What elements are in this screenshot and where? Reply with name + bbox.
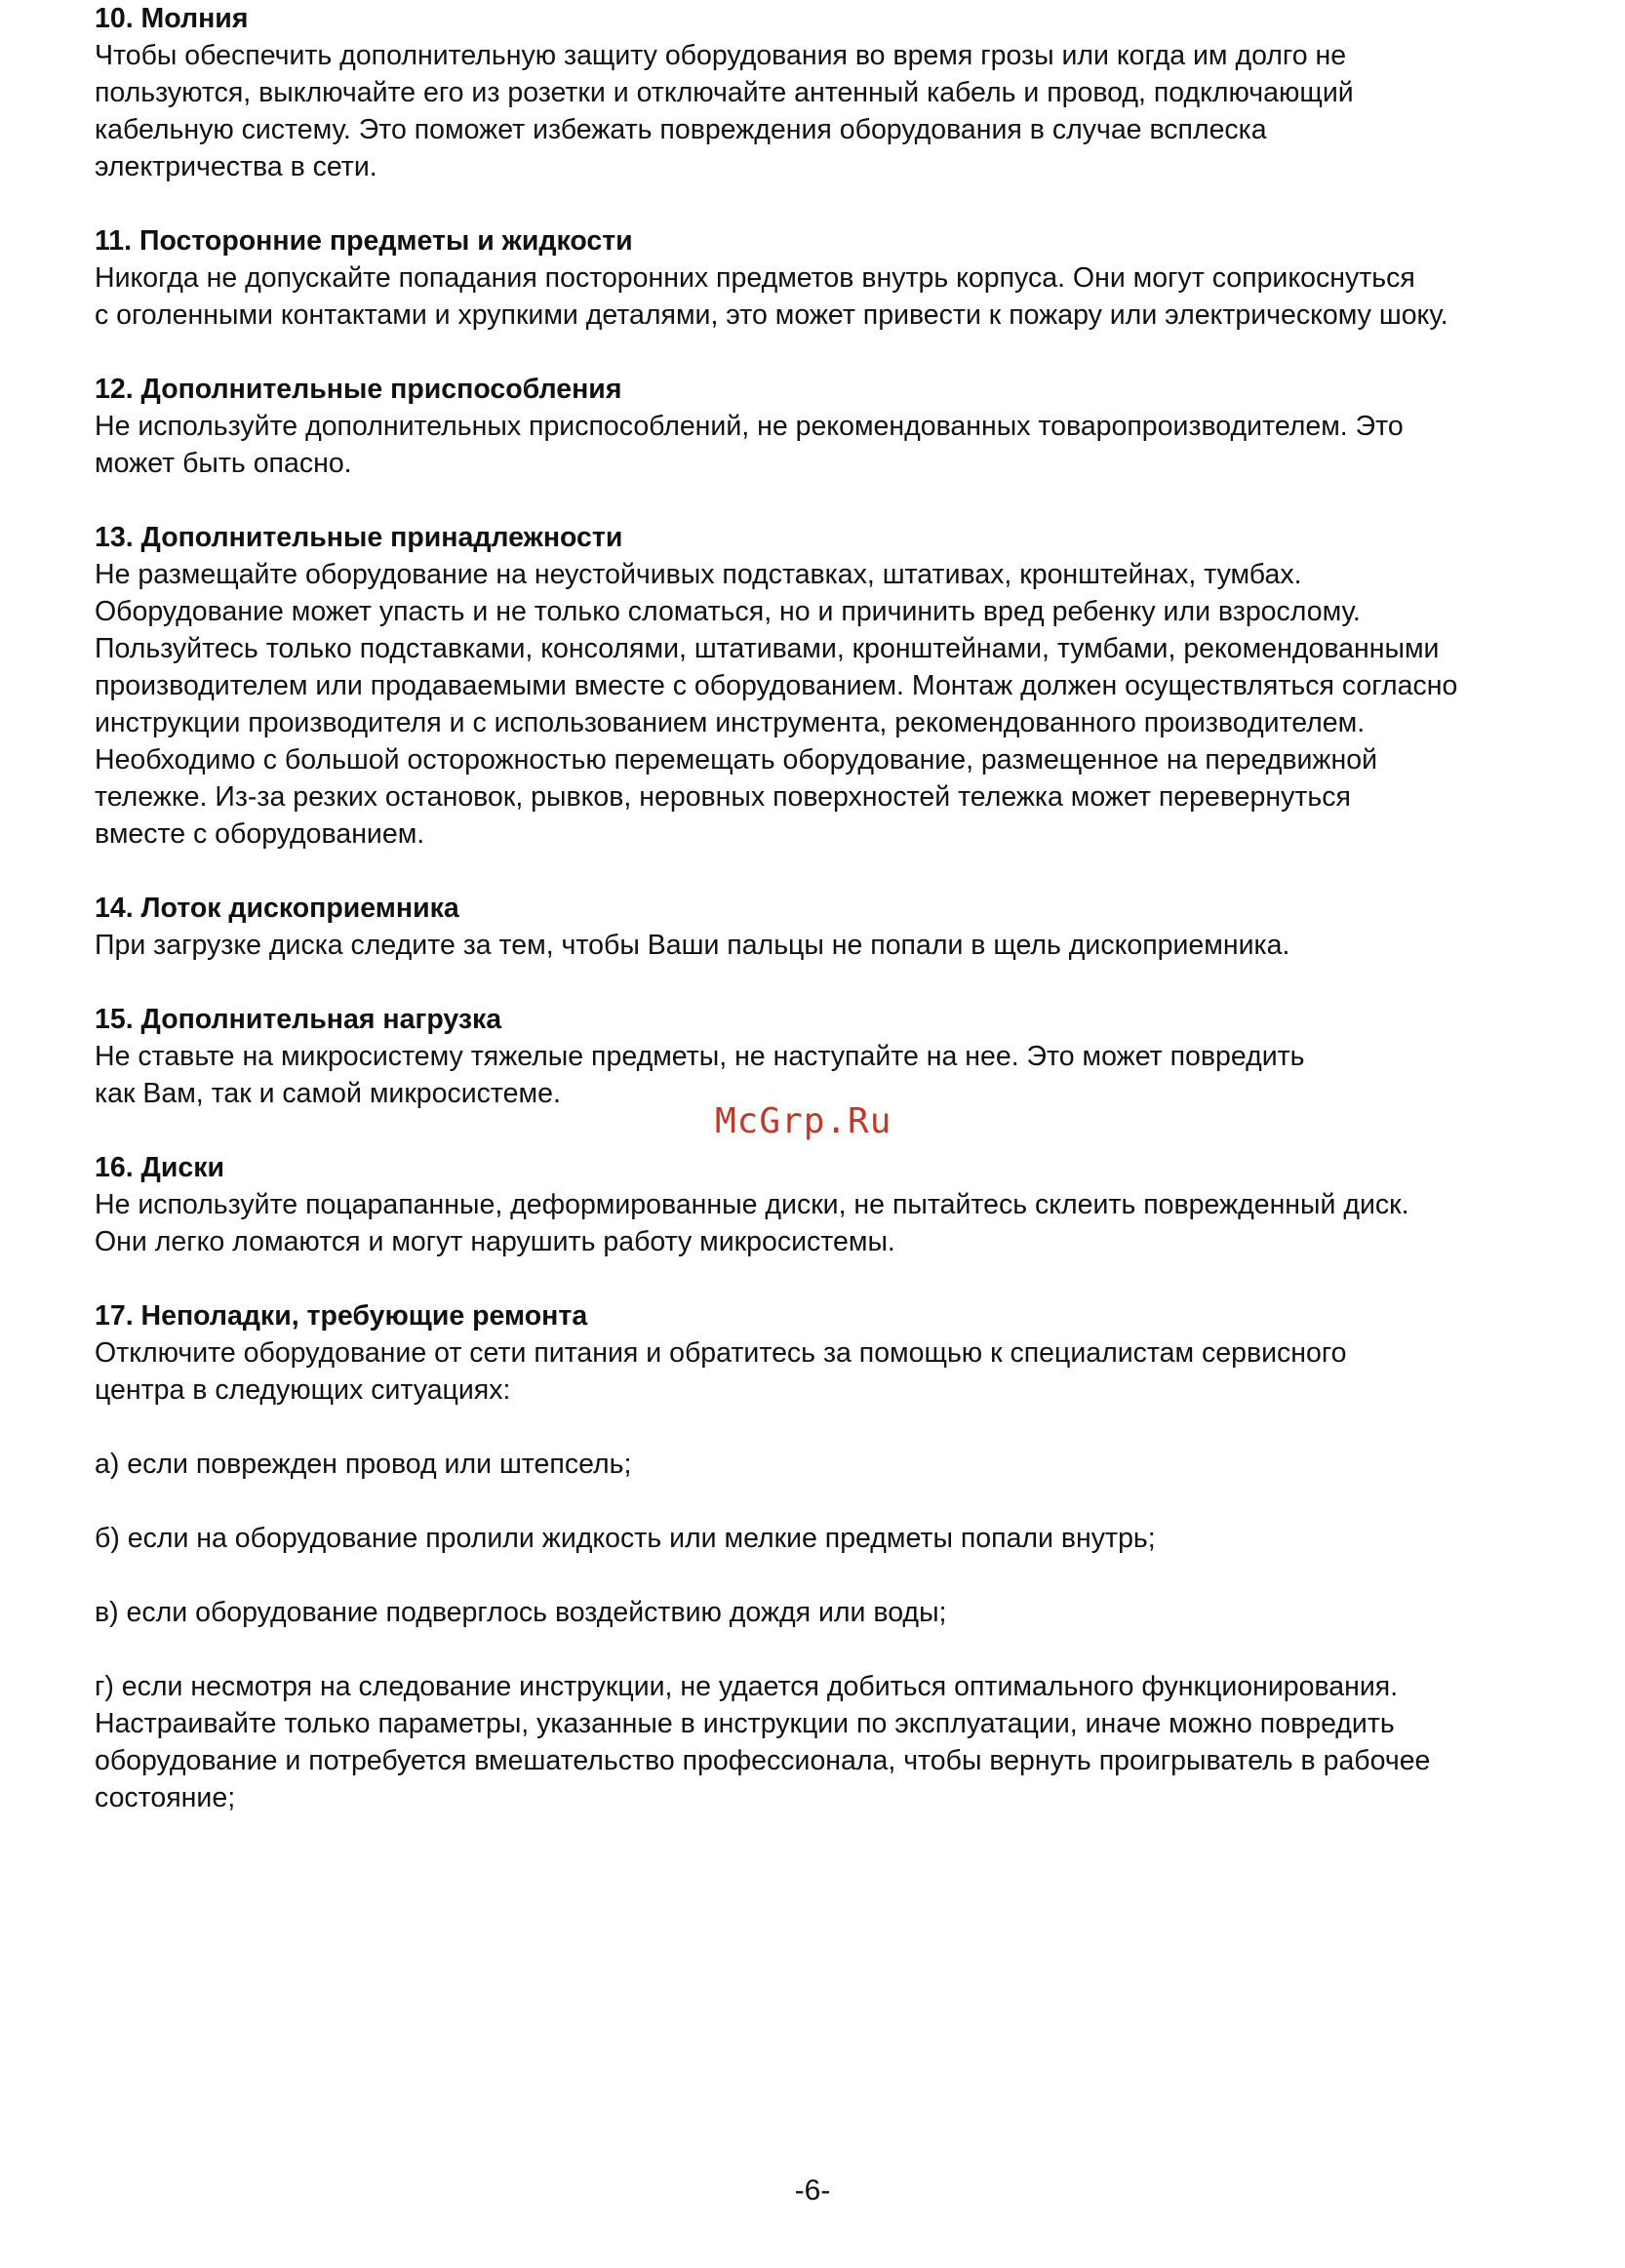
text-line: Не используйте поцарапанные, деформированные диски, не пытайтесь склеить поврежденный диск. — [95, 1189, 1409, 1220]
section-heading: 15. Дополнительная нагрузка — [95, 1004, 502, 1035]
text-line: Не размещайте оборудование на неустойчивых подставках, штативах, кронштейнах, тумбах. — [95, 559, 1302, 590]
section-11 — [95, 222, 1616, 334]
section-heading: 16. Диски — [95, 1152, 224, 1183]
text-line: пользуются, выключайте его из розетки и отключайте антенный кабель и провод, подключающий — [95, 77, 1354, 108]
section-heading: 17. Неполадки, требующие ремонта — [95, 1300, 588, 1332]
text-line: Они легко ломаются и могут нарушить работу микросистемы. — [95, 1226, 895, 1257]
text-line: как Вам, так и самой микросистеме. — [95, 1078, 561, 1109]
paragraph — [95, 1520, 1616, 1557]
text-line: Не ставьте на микросистему тяжелые предметы, не наступайте на нее. Это может повредить — [95, 1041, 1305, 1072]
paragraph — [95, 1668, 1616, 1816]
section-heading: 10. Молния — [95, 3, 249, 34]
paragraph — [95, 1334, 1616, 1409]
paragraph-spacer — [95, 1557, 1616, 1594]
section-heading: 14. Лоток дископриемника — [95, 893, 459, 924]
document-body — [95, 0, 1616, 1816]
section-spacer — [95, 1260, 1616, 1297]
text-line: оборудование и потребуется вмешательство профессионала, чтобы вернуть проигрыватель в рабочее — [95, 1745, 1431, 1776]
paragraph — [95, 37, 1616, 185]
text-line: При загрузке диска следите за тем, чтобы Ваши пальцы не попали в щель дископриемника. — [95, 930, 1290, 961]
section-14 — [95, 890, 1616, 964]
paragraph — [95, 1186, 1616, 1260]
paragraph-spacer — [95, 1483, 1616, 1520]
text-line: Чтобы обеспечить дополнительную защиту оборудования во время грозы или когда им долго не — [95, 40, 1347, 71]
text-line: тележке. Из-за резких остановок, рывков, неровных поверхностей тележка может перевернуться — [95, 781, 1351, 813]
text-line: с оголенными контактами и хрупкими деталями, это может привести к пожару или электрическому шоку. — [95, 299, 1448, 331]
text-line: Отключите оборудование от сети питания и обратитесь за помощью к специалистам сервисного — [95, 1337, 1347, 1369]
section-spacer — [95, 334, 1616, 371]
section-15 — [95, 1001, 1616, 1112]
page-number: -6- — [794, 2174, 831, 2207]
section-16 — [95, 1149, 1616, 1260]
section-spacer — [95, 482, 1616, 519]
paragraph-spacer — [95, 1409, 1616, 1446]
document-page — [95, 0, 1616, 1816]
text-line: Никогда не допускайте попадания посторонних предметов внутрь корпуса. Они могут соприкоснуться — [95, 262, 1415, 294]
section-heading: 12. Дополнительные приспособления — [95, 374, 622, 405]
section-spacer — [95, 964, 1616, 1001]
paragraph — [95, 408, 1616, 482]
section-13 — [95, 519, 1616, 853]
paragraph — [95, 556, 1616, 853]
text-line: в) если оборудование подверглось воздействию дождя или воды; — [95, 1597, 947, 1628]
section-12 — [95, 371, 1616, 482]
text-line: Необходимо с большой осторожностью перемещать оборудование, размещенное на передвижной — [95, 744, 1378, 776]
section-spacer — [95, 853, 1616, 890]
text-line: электричества в сети. — [95, 151, 377, 182]
section-17 — [95, 1297, 1616, 1816]
text-line: состояние; — [95, 1782, 236, 1813]
text-line: вместе с оборудованием. — [95, 818, 425, 850]
text-line: Не используйте дополнительных приспособлений, не рекомендованных товаропроизводителем. Это — [95, 411, 1404, 442]
watermark: McGrp.Ru — [715, 1101, 892, 1141]
text-line: а) если поврежден провод или штепсель; — [95, 1449, 632, 1480]
paragraph-spacer — [95, 1631, 1616, 1668]
paragraph — [95, 1446, 1616, 1483]
section-spacer — [95, 185, 1616, 222]
paragraph — [95, 1594, 1616, 1631]
text-line: б) если на оборудование пролили жидкость или мелкие предметы попали внутрь; — [95, 1523, 1156, 1554]
text-line: Пользуйтесь только подставками, консолями, штативами, кронштейнами, тумбами, рекомендованными — [95, 633, 1440, 664]
section-heading: 13. Дополнительные принадлежности — [95, 522, 623, 553]
text-line: инструкции производителя и с использованием инструмента, рекомендованного производителем. — [95, 707, 1366, 738]
text-line: кабельную систему. Это поможет избежать повреждения оборудования в случае всплеска — [95, 114, 1267, 145]
text-line: может быть опасно. — [95, 448, 352, 479]
text-line: производителем или продаваемыми вместе с оборудованием. Монтаж должен осуществляться согласно — [95, 670, 1458, 701]
section-heading: 11. Посторонние предметы и жидкости — [95, 225, 633, 257]
section-10 — [95, 0, 1616, 185]
paragraph — [95, 259, 1616, 334]
paragraph — [95, 927, 1616, 964]
text-line: г) если несмотря на следование инструкции, не удается добиться оптимального функционирования. — [95, 1671, 1399, 1702]
text-line: Оборудование может упасть и не только сломаться, но и причинить вред ребенку или взрослому. — [95, 596, 1361, 627]
text-line: Настраивайте только параметры, указанные в инструкции по эксплуатации, иначе можно повредить — [95, 1708, 1395, 1739]
text-line: центра в следующих ситуациях: — [95, 1374, 511, 1406]
